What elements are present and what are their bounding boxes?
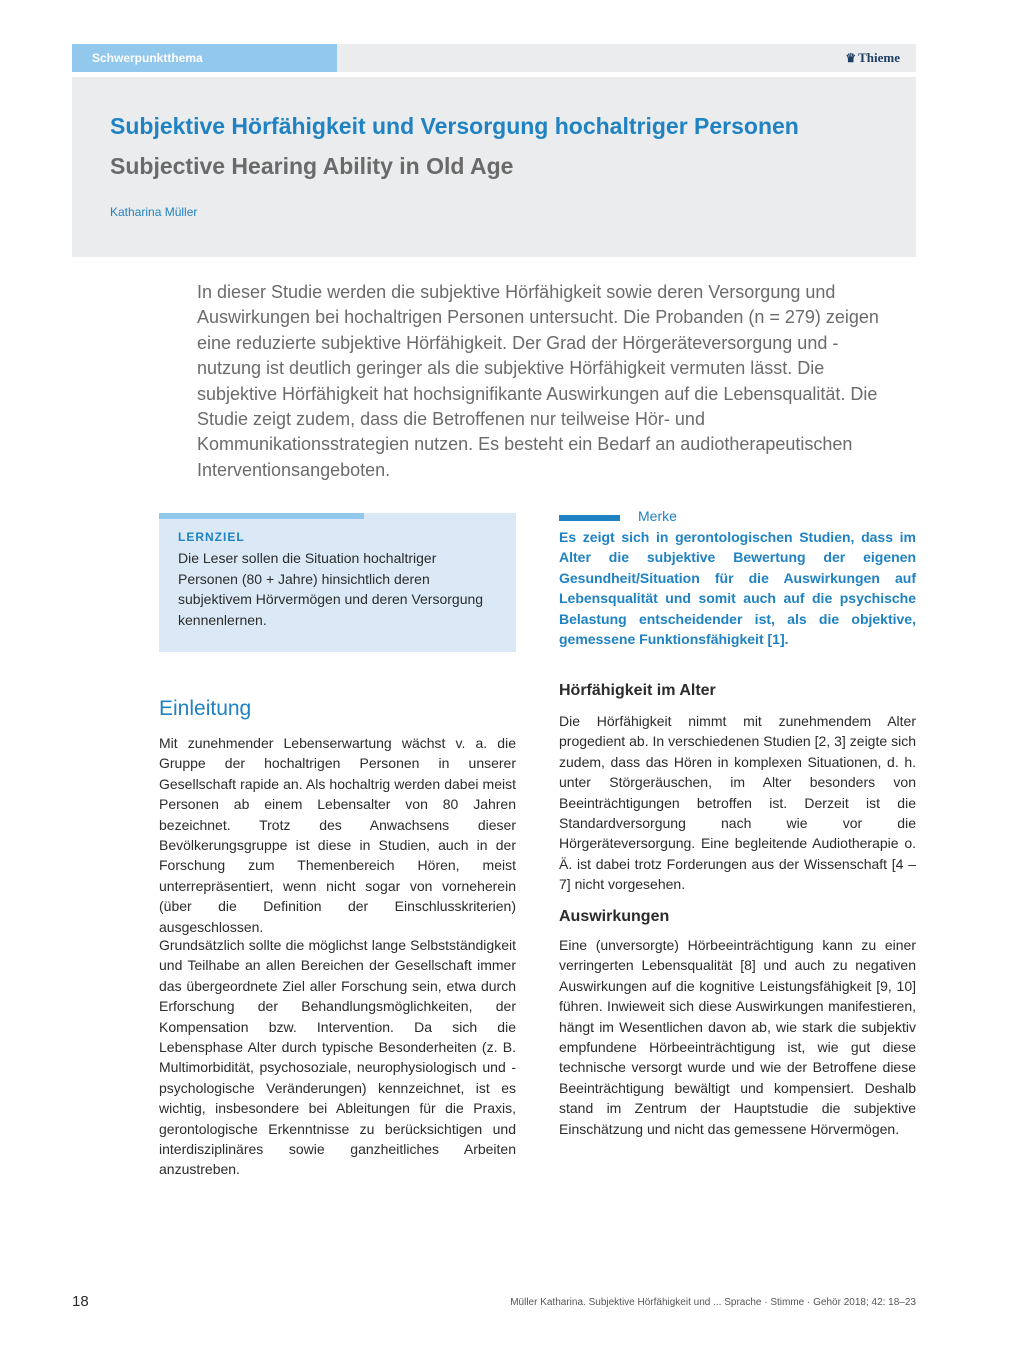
section-heading-auswirkungen: Auswirkungen [559,908,670,925]
page-number: 18 [72,1293,89,1310]
citation-line: Müller Katharina. Subjektive Hörfähigkeit und ... Sprache · Stimme · Gehör 2018; 42: 18–23 [510,1297,916,1308]
author-name: Katharina Müller [110,205,198,219]
auswirkungen-paragraph: Eine (unversorgte) Hörbeeinträchtigung kann zu einer verringerten Lebensqualität [8] und auch zu negativen Auswirkungen auf die kognitive Leistungsfähigkeit [9, 10] führen. Inwieweit sich diese Auswirkungen manifestieren, hängt im Wesentlichen davon ab, wie stark die subjektiv empfundene Hörbeeinträchtigung ist, wie gut diese technische versorgt wurde und wie der Betroffene diese Beeinträchtigung bewältigt und kompensiert. Deshalb stand im Zentrum der Hauptstudie die subjektive Einschätzung und nicht das gemessene Hörvermögen. [559,937,916,1137]
abstract: In dieser Studie werden die subjektive Hörfähigkeit sowie deren Versorgung und Auswirkungen bei hochaltrigen Personen untersucht. Die Probanden (n = 279) zeigen eine reduzierte subjektive Hörfähigkeit. Der Grad der Hörgeräteversorgung und -nutzung ist deutlich geringer als die subjektive Hörfähigkeit vermuten lässt. Die subjektive Hörfähigkeit hat hochsignifikante Auswirkungen auf die Lebensqualität. Die Studie zeigt zudem, dass die Betroffenen nur teilweise Hör- und Kommunikationsstrategien nutzen. Es besteht ein Bedarf an audiotherapeutischen Interventionsangeboten. [197,282,879,480]
article-title-de: Subjektive Hörfähigkeit und Versorgung hochaltriger Personen [110,113,799,139]
einleitung-paragraph-2: Grundsätzlich sollte die möglichst lange Selbstständigkeit und Teilhabe an allen Bereichen der Gesellschaft immer das übergeordnete Ziel aller Forschung sein, etwa durch Erforschung der Behandlungsmöglichkeiten, der Kompensation bzw. Intervention. Da sich die Lebensphase Alter durch typische Besonderheiten (z. B. Multimorbidität, psychosoziale, neurophysiologisch und -psychologische Veränderungen) kennzeichnet, ist es wichtig, insbesondere bei Ableitungen für die Praxis, gerontologische Erkenntnisse zu berücksichtigen und interdisziplinäres sowie ganzheitliches Arbeiten anzustreben. [159,937,516,1178]
section-heading-einleitung: Einleitung [159,697,252,720]
merke-heading: Merke [638,508,677,524]
lernziel-text: Die Leser sollen die Situation hochaltriger Personen (80 + Jahre) hinsichtlich deren subjektivem Hörvermögen und deren Versorgung kennenlernen. [178,550,484,628]
lernziel-box [159,513,516,652]
einleitung-paragraph-1: Mit zunehmender Lebenserwartung wächst v. a. die Gruppe der hochaltrigen Personen in unserer Gesellschaft rapide an. Als hochaltrig werden dabei meist Personen ab einem Lebensalter von 80 Jahren bezeichnet. Trotz des Anwachsens dieser Bevölkerungsgruppe ist diese in Studien, auch in der Forschung zum Themenbereich Hören, meist unterrepräsentiert, wenn nicht sogar von vorneherein (über die Definition der Einschlusskriterien) ausgeschlossen. [159,735,516,935]
section-label: Schwerpunktthema [72,44,337,72]
title-panel [72,77,916,257]
publisher-logo [845,44,900,72]
merke-text: Es zeigt sich in gerontologischen Studien, dass im Alter die subjektive Bewertung der eigenen Gesundheit/Situation für die Auswirkungen auf Lebensqualität und somit auch auf die psychische Belastung entscheidender ist, als die objektive, gemessene Funktionsfähigkeit [1]. [559,529,916,648]
merke-accent-bar [559,515,620,521]
lernziel-heading: LERNZIEL [178,530,245,544]
publisher-name: Thieme [858,50,900,65]
thieme-shield-icon: ♛ [845,51,857,65]
hoerfaehigkeit-paragraph: Die Hörfähigkeit nimmt mit zunehmendem Alter progedient ab. In verschiedenen Studien [2, 3] zeigte sich zudem, dass das Hören in komplexen Situationen, d. h. unter Störgeräuschen, im Alter besonders von Beeinträchtigungen betroffen ist. Derzeit ist die Standardversorgung nach wie vor die Hörgeräteversorgung. Eine begleitende Audiotherapie o. Ä. ist dabei trotz Forderungen aus der Wissenschaft [4 – 7] nicht vorgesehen. [559,713,916,893]
article-title-en: Subjective Hearing Ability in Old Age [110,153,514,179]
header-bar [72,44,916,72]
section-heading-hoerfaehigkeit: Hörfähigkeit im Alter [559,682,716,699]
lernziel-accent-bar [159,513,364,519]
